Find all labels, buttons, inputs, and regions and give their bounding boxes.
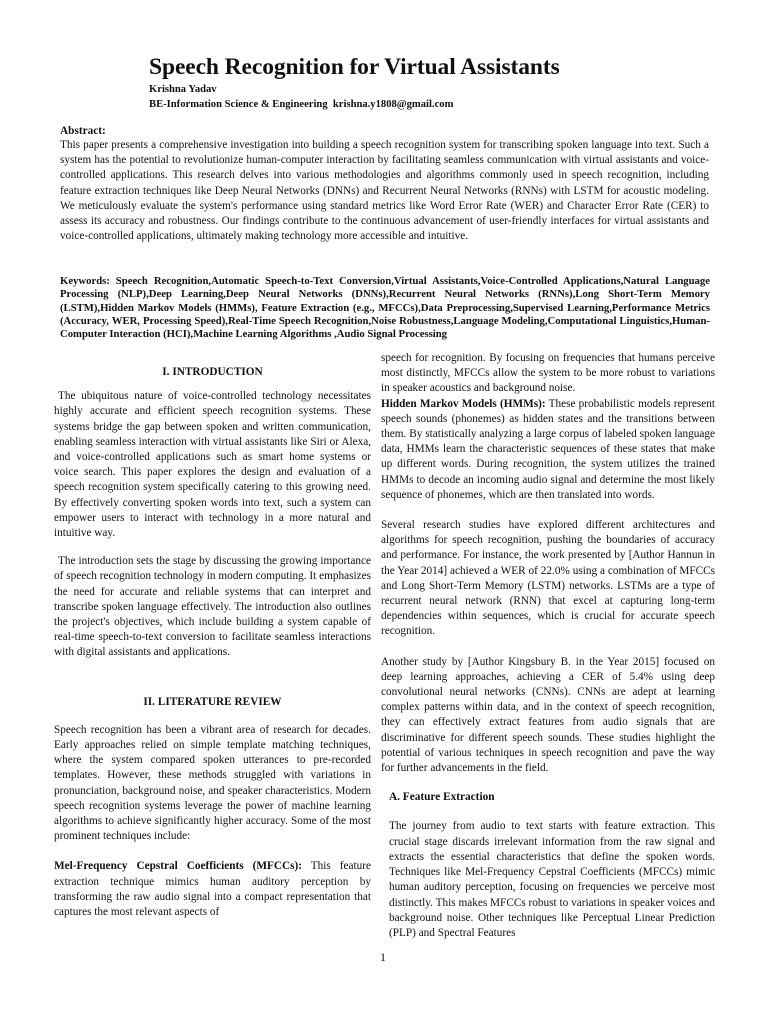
- abstract-body: This paper presents a comprehensive investigation into building a speech recognition system for transcribing spoken language into text. Such a system has the potential to revolutionize human-computer interaction by facilitating seamless communication with virtual assistants and voice-controlled applications. This research delves into various methodologies and algorithms commonly used in speech recognition, including feature extraction techniques like Deep Neural Networks (DNNs) and Recurrent Neural Networks (RNNs) with LSTM for acoustic modeling. We meticulously evaluate the system's performance using standard metrics like Word Error Rate (WER) and Character Error Rate (CER) to assess its accuracy and robustness. Our findings contribute to the continuous advancement of user-friendly interfaces for virtual assistants and voice-controlled applications, ultimately making technology more accessible and intuitive.: [60, 139, 709, 243]
- feature-extraction-heading: A. Feature Extraction: [389, 791, 495, 804]
- mfcc-text: This feature extraction technique mimics human auditory perception by transforming the raw audio signal into a compact representation that captures the most relevant aspects of: [54, 860, 371, 919]
- introduction-heading: I. INTRODUCTION: [162, 366, 263, 378]
- mfcc-paragraph: [54, 859, 371, 920]
- page-number: 1: [380, 950, 386, 964]
- hmm-paragraph: [381, 397, 715, 503]
- left-column: [54, 353, 371, 920]
- mfcc-term: Mel-Frequency Cepstral Coefficients (MFCCs):: [54, 860, 302, 873]
- author-name: Krishna Yadav: [149, 84, 217, 95]
- literature-review-heading: II. LITERATURE REVIEW: [143, 695, 282, 708]
- intro-paragraph-1: The ubiquitous nature of voice-controlled technology necessitates highly accurate and efficient speech recognition systems. These systems bridge the gap between spoken and written communication, enabling seamless interaction with virtual assistants like Siri or Alexa, and voice-controlled applications such as smart home systems or voice search. This paper explores the design and evaluation of a speech recognition system specifically catering to this growing need. By effectively converting spoken words into text, such a system can empower users to interact with technology in a more natural and intuitive way.: [54, 390, 371, 540]
- hmm-text: These probabilistic models represent speech sounds (phonemes) as hidden states and the transitions between them. By statistically analyzing a large corpus of labeled spoken language data, HMMs learn the characteristic sequences of these states that make up different words. During recognition, the system utilizes the trained HMMs to decode an incoming audio signal and determine the most likely sequence of phonemes, which are then translated into words.: [381, 397, 716, 501]
- right-column: [381, 351, 715, 941]
- intro-paragraph-2: The introduction sets the stage by discussing the growing importance of speech recognition technology in modern computing. It emphasizes the need for accurate and reliable systems that can interpret and transcribe spoken language effectively. The introduction also outlines the project's objectives, which include building a system capable of real-time speech-to-text conversion to facilitate seamless interactions with digital assistants and applications.: [54, 555, 371, 659]
- author-affiliation: BE-Information Science & Engineering krishna.y1808@gmail.com: [149, 99, 454, 110]
- research-paragraph-1: Several research studies have explored different architectures and algorithms for speech recognition, pushing the boundaries of accuracy and performance. For instance, the work presented by [Author Hannun in the Year 2014] achieved a WER of 22.0% using a combination of MFCCs and Long Short-Term Memory (LSTM) networks. LSTMs are a type of recurrent neural network (RNN) that excel at capturing long-term dependencies within sequences, which is crucial for accurate speech recognition.: [381, 519, 715, 638]
- mfcc-continuation: speech for recognition. By focusing on frequencies that humans perceive most distinctly, MFCCs allow the system to be more robust to variations in speaker acoustics and background noise.: [381, 352, 715, 395]
- keywords-block: Keywords: Speech Recognition,Automatic Speech-to-Text Conversion,Virtual Assistants,Voice-Controlled Applications,Natural Language Processing (NLP),Deep Learning,Deep Neural Networks (DNNs),Recurrent Neural Networks (RNNs),Long Short-Term Memory (LSTM),Hidden Markov Models (HMMs), Feature Extraction (e.g., MFCCs),Data Preprocessing,Supervised Learning,Performance Metrics (Accuracy, WER, Processing Speed),Real-Time Speech Recognition,Noise Robustness,Language Modeling,Computational Linguistics,Human-Computer Interaction (HCI),Machine Learning Algorithms ,Audio Signal Processing: [60, 275, 710, 341]
- literature-paragraph-1: Speech recognition has been a vibrant area of research for decades. Early approaches relied on simple template matching techniques, where the system compared spoken utterances to pre-recorded templates. However, these methods struggled with variations in pronunciation, background noise, and speaker characteristics. Modern speech recognition systems leverage the power of machine learning algorithms to achieve significantly higher accuracy. Some of the most prominent techniques include:: [54, 723, 371, 843]
- paper-title: Speech Recognition for Virtual Assistants: [149, 54, 560, 80]
- abstract-heading: Abstract:: [60, 125, 106, 137]
- feature-extraction-paragraph: The journey from audio to text starts with feature extraction. This crucial stage discards irrelevant information from the raw signal and extracts the essential characteristics that define the spoken words. Techniques like Mel-Frequency Cepstral Coefficients (MFCCs) mimic human auditory perception, focusing on frequencies we perceive most distinctly. This makes MFCCs robust to variations in speaker voices and background noise. Other techniques like Perceptual Linear Prediction (PLP) and Spectral Features: [389, 820, 715, 939]
- hmm-term: Hidden Markov Models (HMMs):: [381, 397, 546, 410]
- research-paragraph-2: Another study by [Author Kingsbury B. in the Year 2015] focused on deep learning approaches, achieving a CER of 5.4% using deep convolutional neural networks (CNNs). CNNs are adept at learning complex patterns within data, and in the context of speech recognition, they can effectively extract features from audio signals that are discriminative for different speech sounds. These studies highlight the potential of various techniques in speech recognition and pave the way for further advancements in the field.: [381, 655, 715, 775]
